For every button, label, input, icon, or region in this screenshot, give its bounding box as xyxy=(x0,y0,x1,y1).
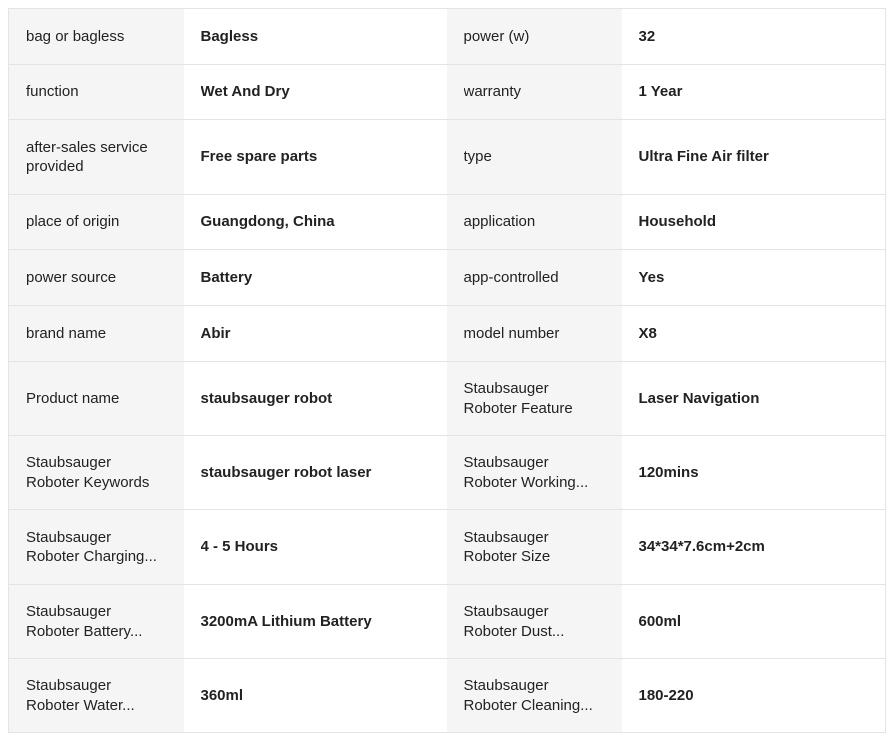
spec-key: Staubsauger Roboter Water... xyxy=(9,659,184,733)
spec-row xyxy=(9,362,886,436)
spec-value: 360ml xyxy=(184,659,447,733)
spec-value: 600ml xyxy=(622,585,886,659)
spec-key: type xyxy=(447,120,622,195)
spec-key: after-sales service provided xyxy=(9,120,184,195)
spec-key: Staubsauger Roboter Battery... xyxy=(9,585,184,659)
spec-key: model number xyxy=(447,306,622,362)
product-specs-panel xyxy=(8,8,885,733)
spec-row xyxy=(9,306,886,362)
spec-key: Staubsauger Roboter Size xyxy=(447,510,622,585)
spec-key: function xyxy=(9,65,184,120)
spec-value: Battery xyxy=(184,250,447,306)
spec-value: Free spare parts xyxy=(184,120,447,195)
spec-key: Staubsauger Roboter Keywords xyxy=(9,436,184,510)
spec-value: 34*34*7.6cm+2cm xyxy=(622,510,886,585)
spec-value: X8 xyxy=(622,306,886,362)
spec-key: brand name xyxy=(9,306,184,362)
spec-key: Staubsauger Roboter Working... xyxy=(447,436,622,510)
spec-row xyxy=(9,9,886,65)
spec-value: 180-220 xyxy=(622,659,886,733)
spec-value: 120mins xyxy=(622,436,886,510)
spec-row xyxy=(9,659,886,733)
spec-value: 32 xyxy=(622,9,886,65)
spec-value: Bagless xyxy=(184,9,447,65)
spec-key: Staubsauger Roboter Dust... xyxy=(447,585,622,659)
spec-value: Household xyxy=(622,195,886,250)
spec-row xyxy=(9,65,886,120)
spec-key: bag or bagless xyxy=(9,9,184,65)
spec-value: staubsauger robot laser xyxy=(184,436,447,510)
spec-row xyxy=(9,250,886,306)
spec-key: power (w) xyxy=(447,9,622,65)
spec-key: app-controlled xyxy=(447,250,622,306)
spec-value: Abir xyxy=(184,306,447,362)
spec-key: Product name xyxy=(9,362,184,436)
spec-key: Staubsauger Roboter Cleaning... xyxy=(447,659,622,733)
spec-key: application xyxy=(447,195,622,250)
spec-key: warranty xyxy=(447,65,622,120)
spec-value: 1 Year xyxy=(622,65,886,120)
spec-key: power source xyxy=(9,250,184,306)
product-specs-table xyxy=(8,8,886,733)
spec-value: staubsauger robot xyxy=(184,362,447,436)
spec-value: Guangdong, China xyxy=(184,195,447,250)
spec-value: 4 - 5 Hours xyxy=(184,510,447,585)
spec-value: Laser Navigation xyxy=(622,362,886,436)
spec-value: Wet And Dry xyxy=(184,65,447,120)
spec-row xyxy=(9,585,886,659)
spec-value: Yes xyxy=(622,250,886,306)
spec-row xyxy=(9,195,886,250)
spec-row xyxy=(9,436,886,510)
spec-value: Ultra Fine Air filter xyxy=(622,120,886,195)
spec-row xyxy=(9,510,886,585)
spec-key: Staubsauger Roboter Charging... xyxy=(9,510,184,585)
spec-key: place of origin xyxy=(9,195,184,250)
spec-row xyxy=(9,120,886,195)
spec-value: 3200mA Lithium Battery xyxy=(184,585,447,659)
spec-key: Staubsauger Roboter Feature xyxy=(447,362,622,436)
